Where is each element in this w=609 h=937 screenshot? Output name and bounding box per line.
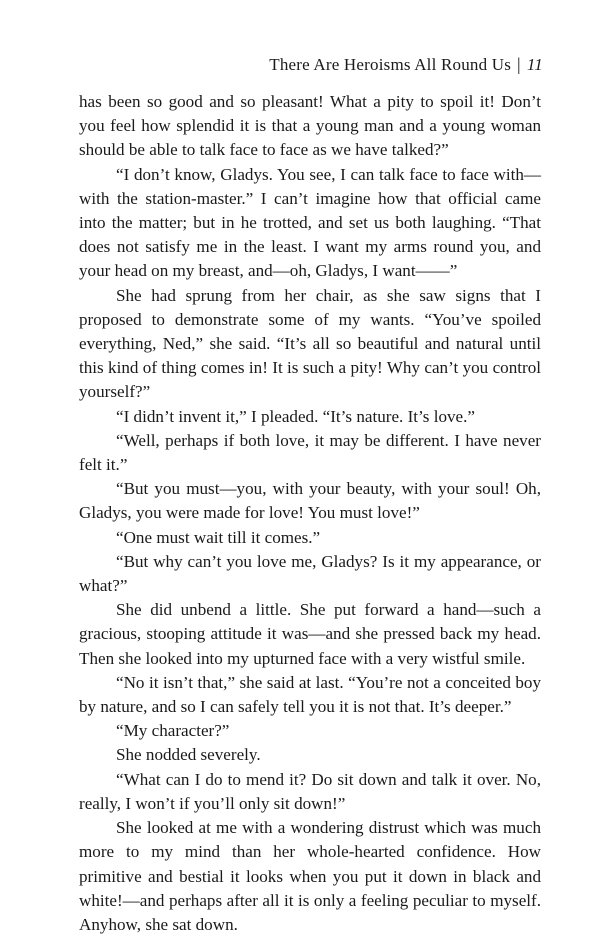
paragraph-continued: has been so good and so pleasant! What a pity to spoil it! Don’t you feel how splendid it is that a young man and a young woman should be able to talk face to face as we have talked?” bbox=[79, 92, 541, 160]
page-number: 11 bbox=[526, 55, 543, 74]
body-text bbox=[79, 90, 541, 937]
paragraph: “Well, perhaps if both love, it may be different. I have never felt it.” bbox=[79, 430, 541, 475]
running-head-title: There Are Heroisms All Round Us bbox=[269, 55, 512, 74]
paragraph: “But you must—you, with your beauty, with your soul! Oh, Gladys, you were made for love! You must love!” bbox=[79, 479, 541, 523]
paragraph: “What can I do to mend it? Do sit down and talk it over. No, really, I won’t if you’ll only sit down!” bbox=[79, 769, 541, 813]
paragraph: “One must wait till it comes.” bbox=[116, 527, 321, 547]
paragraph: “I didn’t invent it,” I pleaded. “It’s nature. It’s love.” bbox=[116, 406, 476, 426]
paragraph: “No it isn’t that,” she said at last. “You’re not a conceited boy by nature, and so I can safely tell you it is not that. It’s deeper.” bbox=[79, 672, 541, 717]
paragraph: “I don’t know, Gladys. You see, I can talk face to face with—with the station-master.” I can’t imagine how that official came into the matter; but in he trotted, and set us both laughing. “That does not satisfy me in the least. I want my arms round you, and your head on my breast, and—oh, Gladys, I want——” bbox=[79, 164, 541, 281]
paragraph: “But why can’t you love me, Gladys? Is it my appearance, or what?” bbox=[79, 551, 541, 596]
paragraph: She did unbend a little. She put forward a hand—such a gracious, stooping attitude it was—and she pressed back my head. Then she looked into my upturned face with a very wistful smile. bbox=[79, 600, 541, 668]
paragraph: She had sprung from her chair, as she saw signs that I proposed to demonstrate some of my wants. “You’ve spoiled everything, Ned,” she said. “It’s all so beautiful and natural until this kind of thing comes in! It is such a pity! Why can’t you control yourself?” bbox=[79, 285, 541, 402]
running-head-separator: | bbox=[517, 54, 521, 74]
running-head bbox=[269, 54, 543, 75]
paragraph: She nodded severely. bbox=[116, 745, 261, 765]
paragraph: “My character?” bbox=[116, 721, 230, 741]
paragraph: She looked at me with a wondering distrust which was much more to my mind than her whole-hearted confidence. How primitive and bestial it looks when you put it down in black and white!—and perhaps after all it is only a feeling peculiar to myself. Anyhow, she sat down. bbox=[79, 818, 541, 934]
